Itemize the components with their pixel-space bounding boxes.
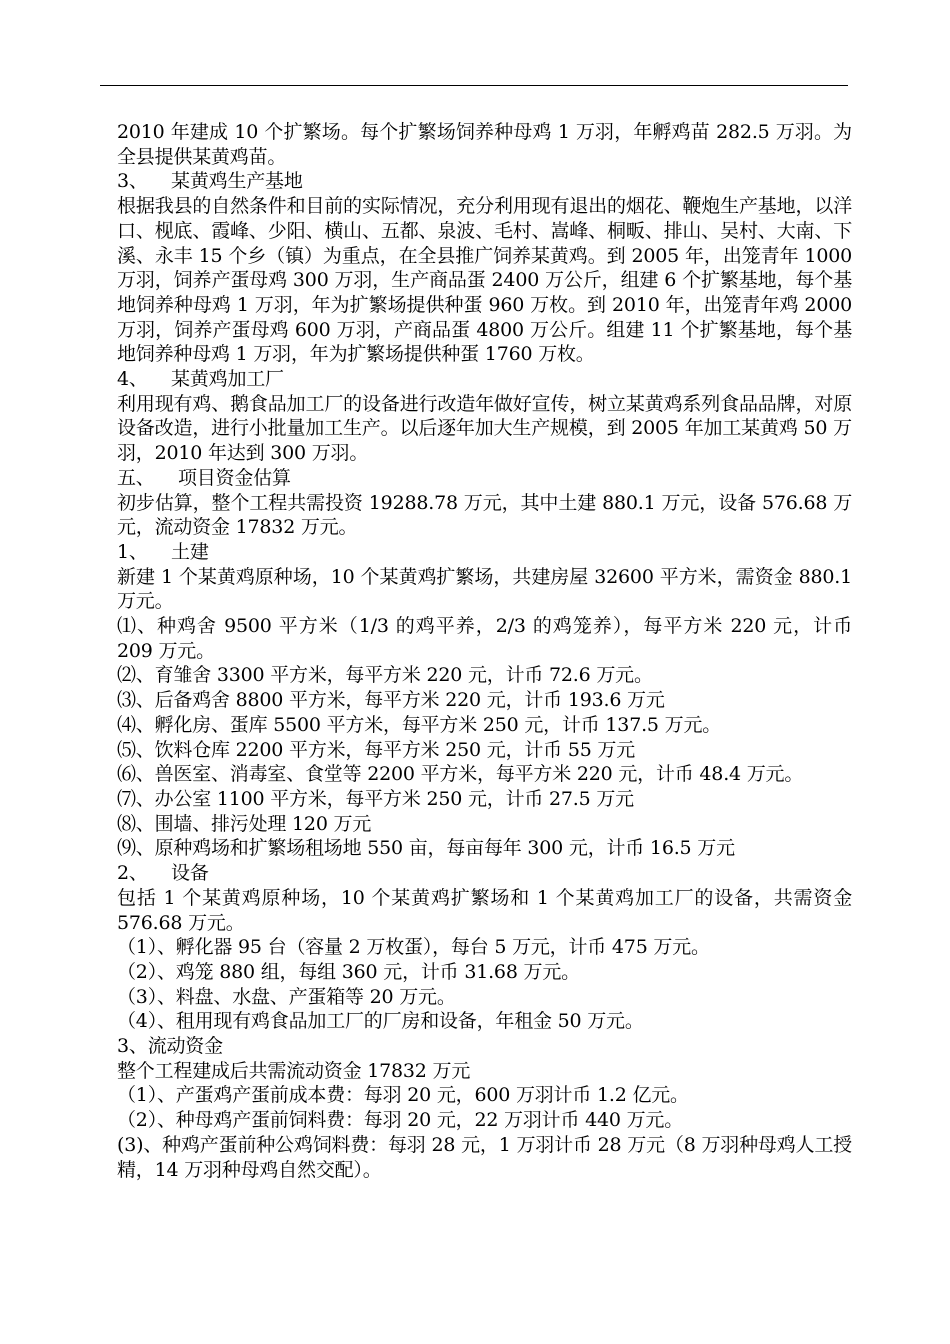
list-item: （2）、鸡笼 880 组，每组 360 元，计币 31.68 万元。 xyxy=(117,960,580,983)
paragraph: 根据我县的自然条件和目前的实际情况，充分利用现有退出的烟花、鞭炮生产基地，以洋口、枧底、霞峰、少阳、横山、五都、泉波、毛村、嵩峰、桐畈、排山、吴村、大南、下溪、永丰 15 个乡（镇）为重点，在全县推广饲养某黄鸡。到 2005 年，出笼青年 1000 万羽，饲养产蛋母鸡 300 万羽，生产商品蛋 2400 万公斤，组建 6 个扩繁基地，每个基地饲养种母鸡 1 万羽，年为扩繁场提供种蛋 960 万枚。到 2010 年，出笼青年鸡 2000 万羽，饲养产蛋母鸡 600 万羽，产商品蛋 4800 万公斤。组建 11 个扩繁基地，每个基地饲养种母鸡 1 万羽，年为扩繁场提供种蛋 1760 万枚。 xyxy=(117,195,858,366)
list-item: （2）、种母鸡产蛋前饲料费：每羽 20 元，22 万羽计币 440 万元。 xyxy=(117,1109,684,1132)
list-item: ⑻、围墙、排污处理 120 万元 xyxy=(117,812,372,835)
list-item: （4）、租用现有鸡食品加工厂的厂房和设备，年租金 50 万元。 xyxy=(117,1010,644,1033)
list-item: ⑴、种鸡舍 9500 平方米（1/3 的鸡平养，2/3 的鸡笼养），每平方米 220 元，计币 209 万元。 xyxy=(117,615,858,662)
paragraph: 初步估算，整个工程共需投资 19288.78 万元，其中土建 880.1 万元，设备 576.68 万元，流动资金 17832 万元。 xyxy=(117,491,852,539)
list-item: (3)、种鸡产蛋前种公鸡饲料费：每羽 28 元，1 万羽计币 28 万元（8 万羽种母鸡人工授精，14 万羽种母鸡自然交配）。 xyxy=(117,1133,852,1181)
paragraph: 利用现有鸡、鹅食品加工厂的设备进行改造年做好宣传，树立某黄鸡系列食品品牌，对原设备改造，进行小批量加工生产。以后逐年加大生产规模，到 2005 年加工某黄鸡 50 万羽，2010 年达到 300 万羽。 xyxy=(117,392,852,465)
list-item: ⑵、育雏舍 3300 平方米，每平方米 220 元，计币 72.6 万元。 xyxy=(117,664,653,687)
list-item: （1）、孵化器 95 台（容量 2 万枚蛋），每台 5 万元，计币 475 万元。 xyxy=(117,936,710,959)
document-body xyxy=(117,120,858,1182)
section-heading: 2、 设备 xyxy=(117,862,209,885)
list-item: （1）、产蛋鸡产蛋前成本费：每羽 20 元，600 万羽计币 1.2 亿元。 xyxy=(117,1084,689,1107)
list-item: （3）、料盘、水盘、产蛋箱等 20 万元。 xyxy=(117,985,456,1008)
section-heading: 4、 某黄鸡加工厂 xyxy=(117,368,284,391)
paragraph: 整个工程建成后共需流动资金 17832 万元 xyxy=(117,1059,471,1082)
list-item: ⑸、饮料仓库 2200 平方米，每平方米 250 元，计币 55 万元 xyxy=(117,738,636,761)
list-item: ⑺、办公室 1100 平方米，每平方米 250 元，计币 27.5 万元 xyxy=(117,787,634,810)
list-item: ⑶、后备鸡舍 8800 平方米，每平方米 220 元，计币 193.6 万元 xyxy=(117,689,665,712)
list-item: ⑷、孵化房、蛋库 5500 平方米，每平方米 250 元，计币 137.5 万元。 xyxy=(117,713,722,736)
list-item: ⑼、原种鸡场和扩繁场租场地 550 亩，每亩每年 300 元，计币 16.5 万元 xyxy=(117,837,735,860)
section-heading: 3、流动资金 xyxy=(117,1035,223,1058)
list-item: ⑹、兽医室、消毒室、食堂等 2200 平方米，每平方米 220 元，计币 48.4 万元。 xyxy=(117,763,804,786)
section-heading: 五、 项目资金估算 xyxy=(117,466,291,489)
paragraph: 包括 1 个某黄鸡原种场，10 个某黄鸡扩繁场和 1 个某黄鸡加工厂的设备，共需资金 576.68 万元。 xyxy=(117,886,858,934)
header-rule xyxy=(100,85,848,86)
section-heading: 3、 某黄鸡生产基地 xyxy=(117,170,303,193)
paragraph: 2010 年建成 10 个扩繁场。每个扩繁场饲养种母鸡 1 万羽，年孵鸡苗 282.5 万羽。为全县提供某黄鸡苗。 xyxy=(117,121,852,168)
paragraph: 新建 1 个某黄鸡原种场，10 个某黄鸡扩繁场，共建房屋 32600 平方米，需资金 880.1 万元。 xyxy=(117,565,858,613)
section-heading: 1、 土建 xyxy=(117,540,209,563)
